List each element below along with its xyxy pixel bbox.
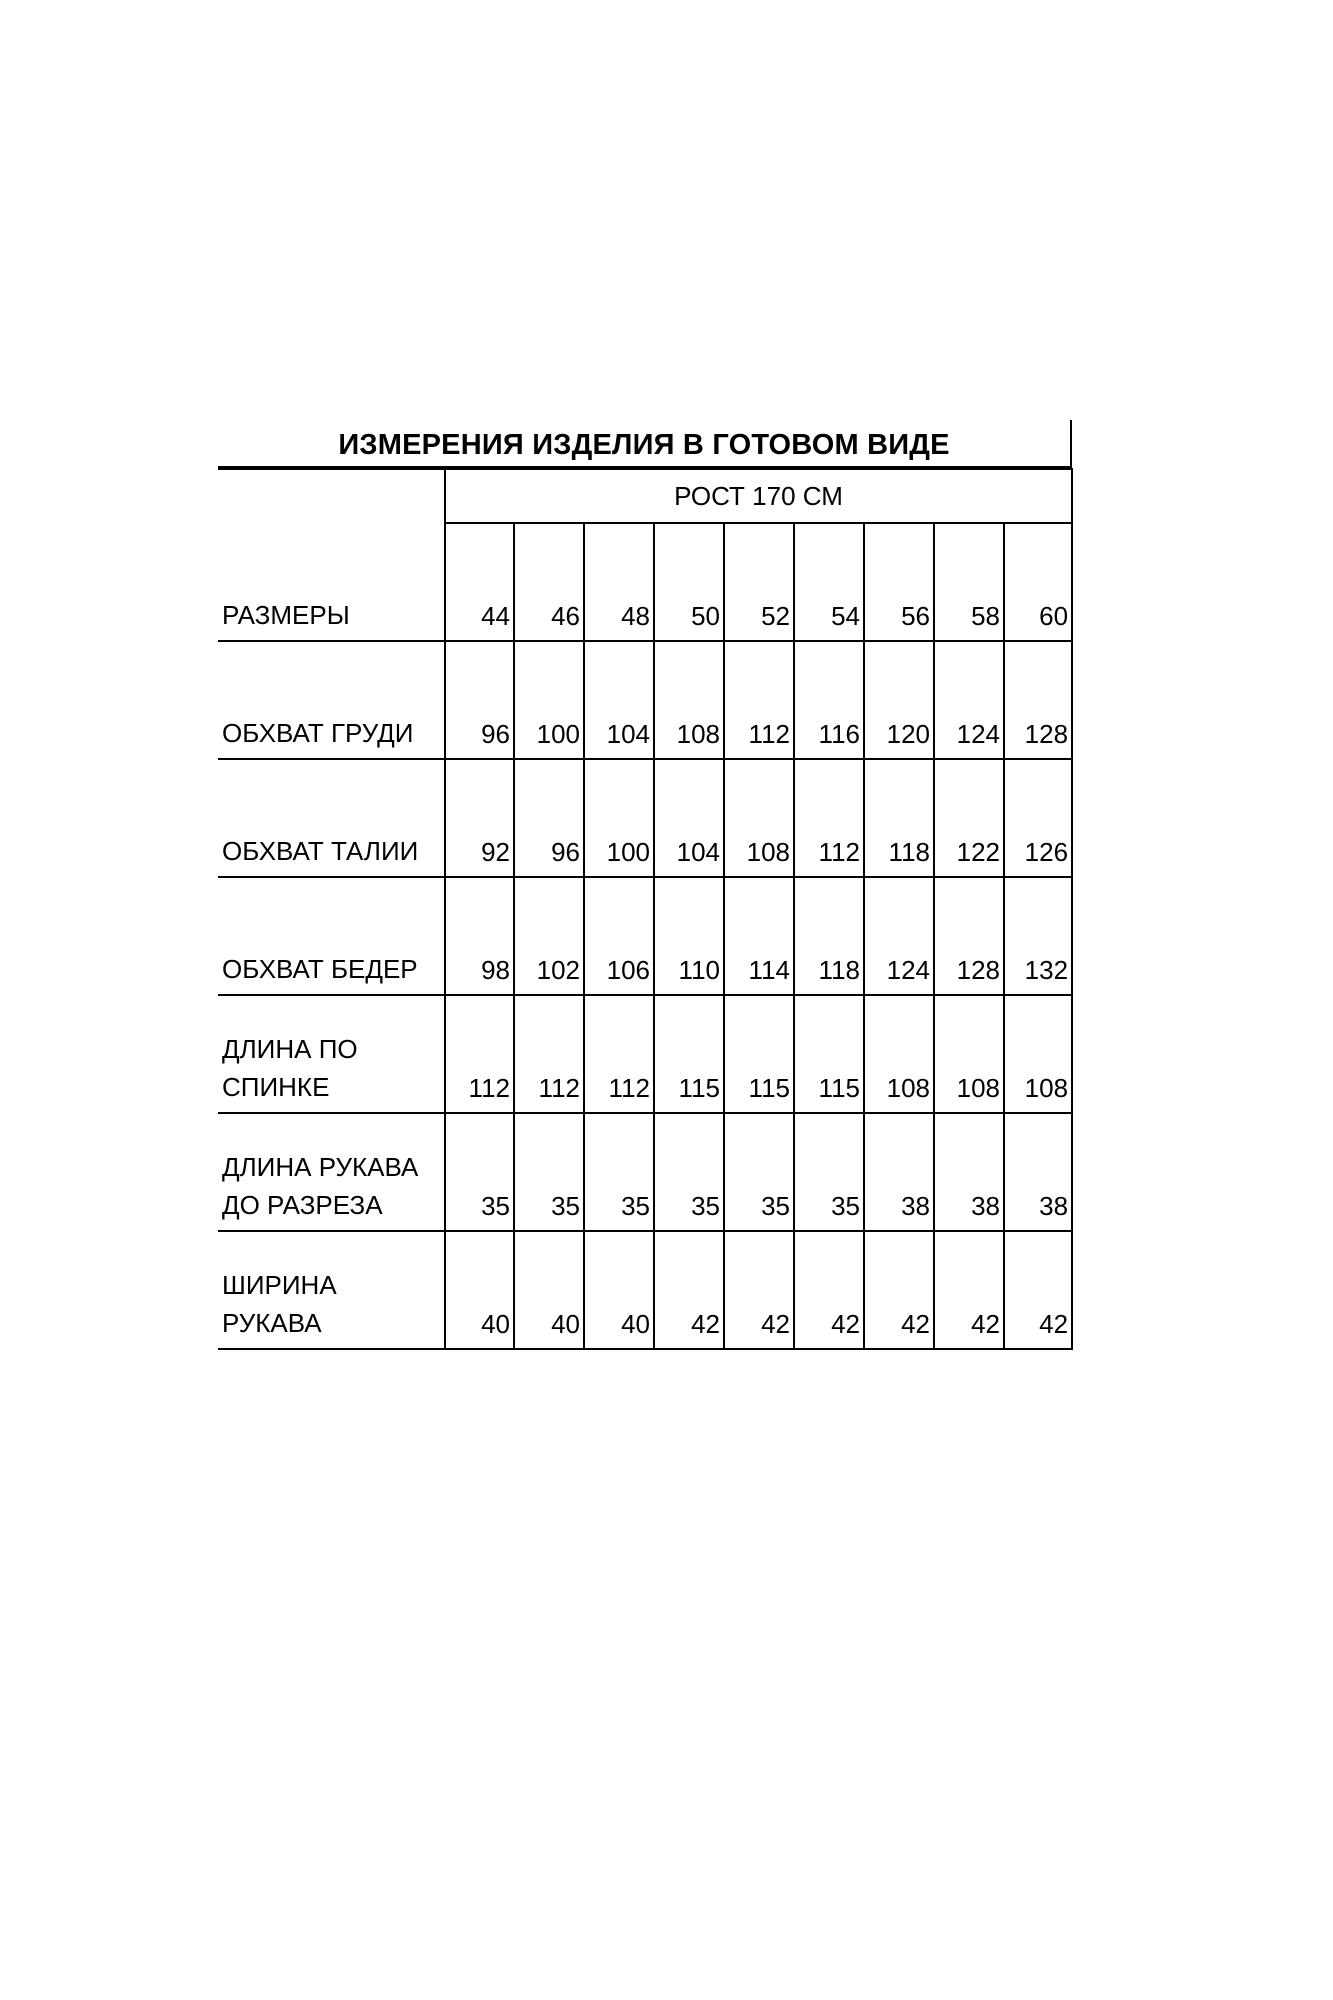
measurement-value: 120 <box>864 641 934 759</box>
measurement-value: 96 <box>514 759 584 877</box>
measurement-value: 128 <box>1004 641 1072 759</box>
measurement-value: 124 <box>864 877 934 995</box>
size-cell: 46 <box>514 523 584 641</box>
measurement-value: 38 <box>1004 1113 1072 1231</box>
measurement-value: 104 <box>654 759 724 877</box>
measurement-value: 104 <box>584 641 654 759</box>
measurement-value: 40 <box>514 1231 584 1349</box>
measurement-label <box>218 1113 445 1231</box>
measurement-label-line: РУКАВА <box>222 1308 322 1338</box>
measurements-sheet <box>218 420 1072 1350</box>
measurement-value: 92 <box>445 759 514 877</box>
measurement-label-line: ДЛИНА ПО <box>222 1034 358 1064</box>
measurement-label-line: ДО РАЗРЕЗА <box>222 1190 383 1220</box>
size-cell: 60 <box>1004 523 1072 641</box>
measurement-value: 112 <box>794 759 864 877</box>
measurement-label-line: ДЛИНА РУКАВА <box>222 1152 419 1182</box>
measurement-value: 112 <box>445 995 514 1113</box>
measurement-value: 126 <box>1004 759 1072 877</box>
measurement-value: 118 <box>864 759 934 877</box>
measurement-value: 112 <box>514 995 584 1113</box>
size-cell: 56 <box>864 523 934 641</box>
measurement-value: 100 <box>514 641 584 759</box>
table-body <box>218 469 1072 1349</box>
measurement-value: 114 <box>724 877 794 995</box>
measurement-value: 124 <box>934 641 1004 759</box>
measurement-row <box>218 1231 1072 1349</box>
measurement-label-line: ОБХВАТ БЕДЕР <box>222 954 418 984</box>
measurement-value: 108 <box>864 995 934 1113</box>
measurement-value: 115 <box>794 995 864 1113</box>
measurement-value: 128 <box>934 877 1004 995</box>
measurement-label <box>218 759 445 877</box>
measurement-value: 42 <box>934 1231 1004 1349</box>
size-cell: 58 <box>934 523 1004 641</box>
measurement-value: 106 <box>584 877 654 995</box>
measurement-value: 108 <box>1004 995 1072 1113</box>
measurement-value: 118 <box>794 877 864 995</box>
sizes-label: РАЗМЕРЫ <box>222 600 350 630</box>
measurement-row <box>218 995 1072 1113</box>
measurement-value: 38 <box>934 1113 1004 1231</box>
measurement-value: 112 <box>584 995 654 1113</box>
measurement-value: 116 <box>794 641 864 759</box>
measurement-value: 108 <box>654 641 724 759</box>
table-title: ИЗМЕРЕНИЯ ИЗДЕЛИЯ В ГОТОВОМ ВИДЕ <box>338 429 950 461</box>
measurement-value: 38 <box>864 1113 934 1231</box>
measurement-value: 115 <box>724 995 794 1113</box>
height-header: РОСТ 170 СМ <box>445 469 1072 523</box>
height-row <box>218 469 1072 523</box>
measurement-value: 115 <box>654 995 724 1113</box>
measurement-value: 35 <box>584 1113 654 1231</box>
sizes-label-cell <box>218 469 445 641</box>
measurement-label <box>218 1231 445 1349</box>
measurement-value: 112 <box>724 641 794 759</box>
measurement-label-line: ОБХВАТ ГРУДИ <box>222 718 414 748</box>
measurement-value: 35 <box>794 1113 864 1231</box>
measurement-row <box>218 759 1072 877</box>
measurement-value: 108 <box>934 995 1004 1113</box>
size-cell: 48 <box>584 523 654 641</box>
measurement-value: 35 <box>514 1113 584 1231</box>
measurement-label-line: ШИРИНА <box>222 1270 337 1300</box>
title-row <box>218 420 1072 468</box>
measurement-value: 110 <box>654 877 724 995</box>
measurement-value: 102 <box>514 877 584 995</box>
size-cell: 54 <box>794 523 864 641</box>
measurement-value: 100 <box>584 759 654 877</box>
measurement-value: 35 <box>654 1113 724 1231</box>
measurement-value: 122 <box>934 759 1004 877</box>
size-cell: 44 <box>445 523 514 641</box>
measurement-value: 96 <box>445 641 514 759</box>
measurement-value: 108 <box>724 759 794 877</box>
measurement-value: 42 <box>794 1231 864 1349</box>
measurement-row <box>218 877 1072 995</box>
measurement-label-line: ОБХВАТ ТАЛИИ <box>222 836 419 866</box>
measurement-value: 42 <box>654 1231 724 1349</box>
measurement-value: 40 <box>445 1231 514 1349</box>
measurement-value: 42 <box>1004 1231 1072 1349</box>
measurement-label <box>218 995 445 1113</box>
size-cell: 52 <box>724 523 794 641</box>
measurement-value: 132 <box>1004 877 1072 995</box>
measurement-row <box>218 1113 1072 1231</box>
size-cell: 50 <box>654 523 724 641</box>
measurement-value: 98 <box>445 877 514 995</box>
measurement-value: 40 <box>584 1231 654 1349</box>
measurement-label <box>218 877 445 995</box>
measurement-value: 35 <box>445 1113 514 1231</box>
measurement-value: 35 <box>724 1113 794 1231</box>
measurement-label-line: СПИНКЕ <box>222 1072 330 1102</box>
measurement-label <box>218 641 445 759</box>
measurement-row <box>218 641 1072 759</box>
size-table <box>218 468 1073 1350</box>
measurement-value: 42 <box>724 1231 794 1349</box>
measurement-value: 42 <box>864 1231 934 1349</box>
